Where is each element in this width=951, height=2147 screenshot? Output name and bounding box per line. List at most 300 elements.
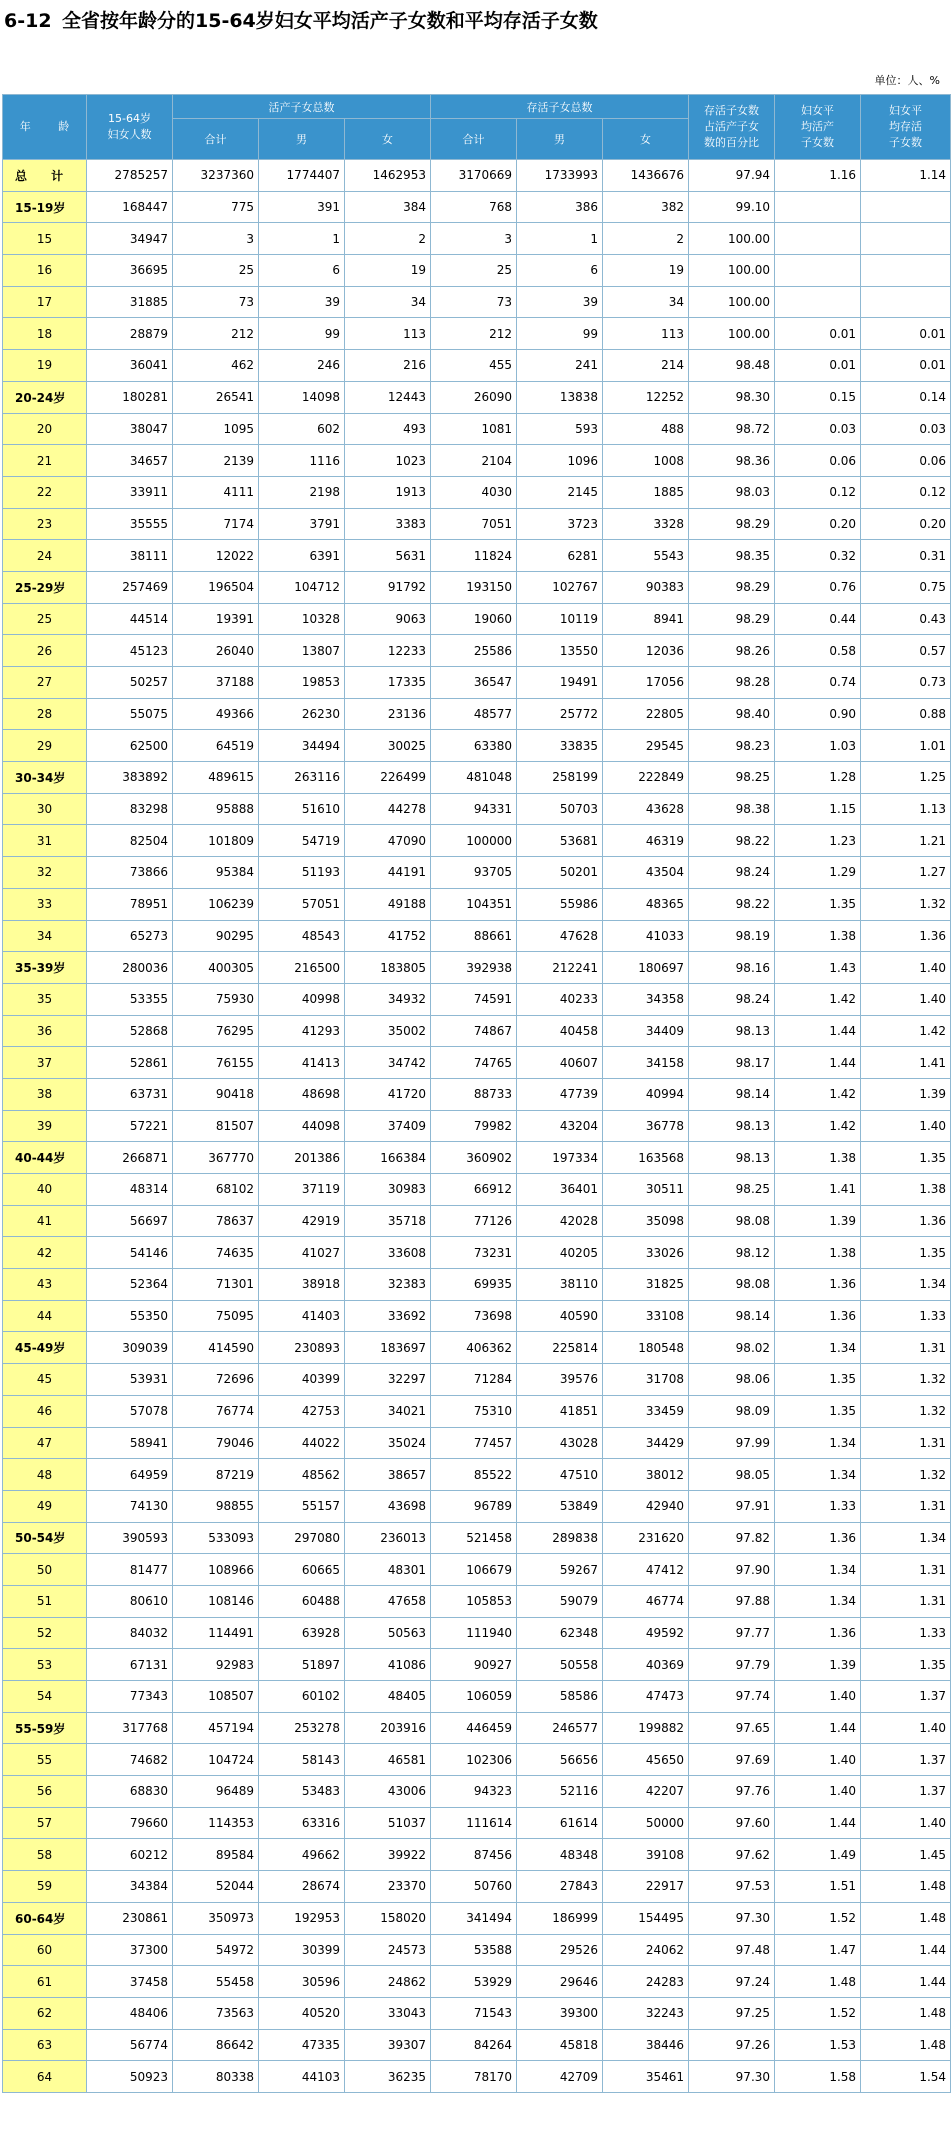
table-cell: 384	[345, 191, 431, 223]
age-label: 22	[3, 476, 87, 508]
table-cell: 34	[603, 286, 689, 318]
table-cell: 3237360	[173, 160, 259, 192]
table-row	[3, 1617, 951, 1649]
header-live-births: 活产子女总数	[173, 95, 431, 119]
table-cell: 1.31	[861, 1427, 951, 1459]
data-table	[2, 94, 951, 2093]
table-cell: 1.48	[861, 2029, 951, 2061]
table-cell: 38110	[517, 1269, 603, 1301]
table-cell: 593	[517, 413, 603, 445]
table-cell: 42940	[603, 1490, 689, 1522]
table-cell: 37300	[87, 1934, 173, 1966]
table-cell: 5631	[345, 540, 431, 572]
table-cell: 78637	[173, 1205, 259, 1237]
table-row	[3, 1585, 951, 1617]
table-cell: 1.42	[775, 1078, 861, 1110]
table-cell: 10328	[259, 603, 345, 635]
table-cell: 0.12	[775, 476, 861, 508]
header-women-count: 15-64岁 妇女人数	[87, 95, 173, 160]
table-cell: 99	[259, 318, 345, 350]
table-cell: 55157	[259, 1490, 345, 1522]
table-cell: 1.37	[861, 1744, 951, 1776]
table-cell: 214	[603, 350, 689, 382]
header-avg-surviving: 妇女平 均存活 子女数	[861, 95, 951, 160]
table-cell: 19853	[259, 667, 345, 699]
table-cell: 1.48	[861, 1997, 951, 2029]
table-cell: 1.40	[775, 1681, 861, 1713]
table-cell: 1.44	[775, 1712, 861, 1744]
table-cell: 0.03	[861, 413, 951, 445]
table-cell: 39	[517, 286, 603, 318]
table-cell: 73866	[87, 857, 173, 889]
table-cell: 33608	[345, 1237, 431, 1269]
table-cell: 73	[431, 286, 517, 318]
table-cell: 98.16	[689, 952, 775, 984]
table-row	[3, 1490, 951, 1522]
table-cell: 493	[345, 413, 431, 445]
table-cell: 488	[603, 413, 689, 445]
table-cell: 95888	[173, 793, 259, 825]
table-cell: 2139	[173, 445, 259, 477]
table-cell: 0.12	[861, 476, 951, 508]
table-cell: 481048	[431, 762, 517, 794]
table-cell: 41033	[603, 920, 689, 952]
age-label: 40-44岁	[3, 1142, 87, 1174]
table-cell: 1.23	[775, 825, 861, 857]
age-label: 19	[3, 350, 87, 382]
table-cell: 1.34	[861, 1522, 951, 1554]
table-cell: 45650	[603, 1744, 689, 1776]
table-cell: 1.35	[775, 1364, 861, 1396]
table-cell: 1.37	[861, 1776, 951, 1808]
table-cell: 97.74	[689, 1681, 775, 1713]
table-cell: 1.38	[775, 920, 861, 952]
table-row	[3, 540, 951, 572]
table-row	[3, 888, 951, 920]
age-label: 64	[3, 2061, 87, 2093]
table-cell: 0.01	[861, 350, 951, 382]
age-label: 60-64岁	[3, 1902, 87, 1934]
age-label: 58	[3, 1839, 87, 1871]
table-cell: 1.40	[861, 983, 951, 1015]
table-cell: 104712	[259, 571, 345, 603]
table-cell: 73563	[173, 1997, 259, 2029]
table-cell: 98.38	[689, 793, 775, 825]
table-cell: 98.24	[689, 857, 775, 889]
table-cell: 350973	[173, 1902, 259, 1934]
table-cell: 73698	[431, 1300, 517, 1332]
table-cell: 98.72	[689, 413, 775, 445]
age-label: 59	[3, 1871, 87, 1903]
table-cell: 48301	[345, 1554, 431, 1586]
table-cell: 43028	[517, 1427, 603, 1459]
header-births-female: 女	[345, 119, 431, 160]
table-cell: 98.09	[689, 1395, 775, 1427]
table-row	[3, 350, 951, 382]
table-cell: 106679	[431, 1554, 517, 1586]
table-cell: 4030	[431, 476, 517, 508]
table-cell: 12443	[345, 381, 431, 413]
table-cell: 1116	[259, 445, 345, 477]
table-group-row	[3, 1142, 951, 1174]
table-cell	[775, 255, 861, 287]
table-cell: 26541	[173, 381, 259, 413]
table-cell: 6391	[259, 540, 345, 572]
header-survival-percent: 存活子女数 占活产子女 数的百分比	[689, 95, 775, 160]
age-label: 44	[3, 1300, 87, 1332]
table-cell: 98.02	[689, 1332, 775, 1364]
table-cell: 48698	[259, 1078, 345, 1110]
table-cell: 390593	[87, 1522, 173, 1554]
table-cell: 41720	[345, 1078, 431, 1110]
table-cell: 94331	[431, 793, 517, 825]
table-cell: 97.30	[689, 2061, 775, 2093]
table-cell: 53849	[517, 1490, 603, 1522]
table-cell: 37188	[173, 667, 259, 699]
table-cell: 47335	[259, 2029, 345, 2061]
table-cell: 97.24	[689, 1966, 775, 1998]
table-row	[3, 1300, 951, 1332]
table-cell: 59267	[517, 1554, 603, 1586]
table-cell: 98.03	[689, 476, 775, 508]
table-cell: 1.38	[775, 1142, 861, 1174]
table-cell: 98.22	[689, 825, 775, 857]
table-cell: 41086	[345, 1649, 431, 1681]
table-cell: 33692	[345, 1300, 431, 1332]
table-cell: 289838	[517, 1522, 603, 1554]
table-cell: 98.06	[689, 1364, 775, 1396]
table-cell: 455	[431, 350, 517, 382]
table-row	[3, 1364, 951, 1396]
table-cell: 98.13	[689, 1110, 775, 1142]
header-surviving-total: 合计	[431, 119, 517, 160]
table-cell: 51897	[259, 1649, 345, 1681]
table-cell: 52861	[87, 1047, 173, 1079]
table-cell: 360902	[431, 1142, 517, 1174]
table-cell: 111940	[431, 1617, 517, 1649]
table-cell: 2	[345, 223, 431, 255]
table-cell: 97.90	[689, 1554, 775, 1586]
age-label: 56	[3, 1776, 87, 1808]
table-cell: 1.48	[861, 1871, 951, 1903]
table-cell: 382	[603, 191, 689, 223]
table-cell: 29646	[517, 1966, 603, 1998]
table-cell: 392938	[431, 952, 517, 984]
table-cell: 1436676	[603, 160, 689, 192]
table-cell: 35555	[87, 508, 173, 540]
table-cell: 1.36	[775, 1522, 861, 1554]
table-cell: 35718	[345, 1205, 431, 1237]
table-cell: 42207	[603, 1776, 689, 1808]
table-cell	[861, 255, 951, 287]
table-cell: 24062	[603, 1934, 689, 1966]
table-cell: 309039	[87, 1332, 173, 1364]
table-cell: 1.42	[775, 983, 861, 1015]
table-cell: 50257	[87, 667, 173, 699]
table-row	[3, 1205, 951, 1237]
table-row	[3, 1744, 951, 1776]
table-cell: 2104	[431, 445, 517, 477]
age-label: 28	[3, 698, 87, 730]
table-cell: 98.17	[689, 1047, 775, 1079]
table-cell: 97.82	[689, 1522, 775, 1554]
table-cell: 25586	[431, 635, 517, 667]
table-cell: 168447	[87, 191, 173, 223]
table-cell: 108146	[173, 1585, 259, 1617]
table-cell: 521458	[431, 1522, 517, 1554]
table-cell: 76295	[173, 1015, 259, 1047]
table-cell: 99.10	[689, 191, 775, 223]
table-cell: 1.44	[775, 1807, 861, 1839]
table-cell: 34158	[603, 1047, 689, 1079]
table-cell: 1.53	[775, 2029, 861, 2061]
table-row	[3, 413, 951, 445]
table-row	[3, 1997, 951, 2029]
table-row	[3, 318, 951, 350]
table-cell: 602	[259, 413, 345, 445]
table-cell: 1.40	[861, 1110, 951, 1142]
table-cell: 97.91	[689, 1490, 775, 1522]
table-cell: 24862	[345, 1966, 431, 1998]
age-label: 16	[3, 255, 87, 287]
table-row	[3, 1015, 951, 1047]
table-row	[3, 1966, 951, 1998]
table-cell: 74867	[431, 1015, 517, 1047]
table-cell: 40233	[517, 983, 603, 1015]
table-cell: 1.31	[861, 1554, 951, 1586]
table-cell: 98.28	[689, 667, 775, 699]
table-cell: 1.31	[861, 1332, 951, 1364]
table-cell: 35024	[345, 1427, 431, 1459]
table-cell: 34429	[603, 1427, 689, 1459]
age-label: 35	[3, 983, 87, 1015]
table-cell: 52868	[87, 1015, 173, 1047]
table-cell: 47090	[345, 825, 431, 857]
table-cell	[775, 191, 861, 223]
table-cell: 1095	[173, 413, 259, 445]
table-cell: 113	[345, 318, 431, 350]
table-cell: 9063	[345, 603, 431, 635]
table-cell: 53931	[87, 1364, 173, 1396]
header-surviving-male: 男	[517, 119, 603, 160]
table-cell: 0.44	[775, 603, 861, 635]
table-cell: 41413	[259, 1047, 345, 1079]
table-cell: 63380	[431, 730, 517, 762]
table-cell: 1.13	[861, 793, 951, 825]
table-cell: 27843	[517, 1871, 603, 1903]
table-group-row	[3, 160, 951, 192]
table-cell: 72696	[173, 1364, 259, 1396]
table-cell: 42919	[259, 1205, 345, 1237]
table-cell: 33043	[345, 1997, 431, 2029]
age-label: 25	[3, 603, 87, 635]
table-cell: 54719	[259, 825, 345, 857]
table-cell: 35098	[603, 1205, 689, 1237]
table-group-row	[3, 191, 951, 223]
table-cell: 1.39	[775, 1205, 861, 1237]
age-label: 43	[3, 1269, 87, 1301]
table-cell: 99	[517, 318, 603, 350]
age-label: 15	[3, 223, 87, 255]
table-cell: 1.33	[861, 1300, 951, 1332]
table-cell: 2	[603, 223, 689, 255]
table-cell: 1.36	[775, 1269, 861, 1301]
table-cell: 60212	[87, 1839, 173, 1871]
table-cell: 42753	[259, 1395, 345, 1427]
table-cell: 98.14	[689, 1078, 775, 1110]
table-cell	[775, 223, 861, 255]
table-cell: 1.42	[775, 1110, 861, 1142]
age-label: 60	[3, 1934, 87, 1966]
table-cell: 98.25	[689, 1174, 775, 1206]
table-cell: 57221	[87, 1110, 173, 1142]
table-cell: 46319	[603, 825, 689, 857]
table-cell: 52044	[173, 1871, 259, 1903]
table-cell: 1.34	[775, 1332, 861, 1364]
table-cell: 226499	[345, 762, 431, 794]
table-cell: 44191	[345, 857, 431, 889]
table-cell: 49592	[603, 1617, 689, 1649]
table-cell: 106059	[431, 1681, 517, 1713]
table-row	[3, 223, 951, 255]
table-cell: 80338	[173, 2061, 259, 2093]
table-cell: 45818	[517, 2029, 603, 2061]
age-label: 30-34岁	[3, 762, 87, 794]
table-row	[3, 857, 951, 889]
table-cell: 1.31	[861, 1585, 951, 1617]
table-cell: 2785257	[87, 160, 173, 192]
table-cell: 64519	[173, 730, 259, 762]
table-cell: 96789	[431, 1490, 517, 1522]
table-cell: 45123	[87, 635, 173, 667]
table-row	[3, 1269, 951, 1301]
table-cell: 13807	[259, 635, 345, 667]
table-cell: 1.38	[775, 1237, 861, 1269]
table-cell: 0.15	[775, 381, 861, 413]
table-cell: 14098	[259, 381, 345, 413]
age-label: 53	[3, 1649, 87, 1681]
table-cell: 98.30	[689, 381, 775, 413]
table-cell: 180281	[87, 381, 173, 413]
table-cell: 97.88	[689, 1585, 775, 1617]
table-row	[3, 1681, 951, 1713]
age-label: 57	[3, 1807, 87, 1839]
table-cell: 31825	[603, 1269, 689, 1301]
table-cell: 317768	[87, 1712, 173, 1744]
table-cell: 1.40	[861, 1807, 951, 1839]
age-label: 25-29岁	[3, 571, 87, 603]
table-cell: 386	[517, 191, 603, 223]
table-cell: 50558	[517, 1649, 603, 1681]
table-cell: 52116	[517, 1776, 603, 1808]
table-cell: 97.65	[689, 1712, 775, 1744]
table-cell: 47412	[603, 1554, 689, 1586]
table-row	[3, 1237, 951, 1269]
table-cell: 1.01	[861, 730, 951, 762]
table-cell: 212	[173, 318, 259, 350]
table-cell: 17335	[345, 667, 431, 699]
table-cell: 2145	[517, 476, 603, 508]
table-cell: 35002	[345, 1015, 431, 1047]
table-cell: 186999	[517, 1902, 603, 1934]
table-cell: 34947	[87, 223, 173, 255]
table-cell: 114491	[173, 1617, 259, 1649]
table-cell: 1.40	[861, 1712, 951, 1744]
table-cell: 3791	[259, 508, 345, 540]
table-cell: 1.33	[861, 1617, 951, 1649]
age-label: 20	[3, 413, 87, 445]
table-cell: 341494	[431, 1902, 517, 1934]
table-cell: 1.44	[775, 1015, 861, 1047]
table-cell: 1.34	[861, 1269, 951, 1301]
table-cell: 1.35	[861, 1649, 951, 1681]
age-label: 48	[3, 1459, 87, 1491]
table-cell: 97.77	[689, 1617, 775, 1649]
table-cell: 97.62	[689, 1839, 775, 1871]
table-cell: 36695	[87, 255, 173, 287]
age-label: 21	[3, 445, 87, 477]
table-cell: 98.36	[689, 445, 775, 477]
table-cell: 30596	[259, 1966, 345, 1998]
table-cell: 193150	[431, 571, 517, 603]
table-cell: 48365	[603, 888, 689, 920]
table-cell: 158020	[345, 1902, 431, 1934]
table-cell: 48405	[345, 1681, 431, 1713]
table-cell: 44098	[259, 1110, 345, 1142]
table-cell: 98.29	[689, 603, 775, 635]
table-row	[3, 1078, 951, 1110]
table-cell: 41293	[259, 1015, 345, 1047]
table-cell: 1.43	[775, 952, 861, 984]
table-cell: 33835	[517, 730, 603, 762]
table-cell: 113	[603, 318, 689, 350]
table-cell: 0.01	[861, 318, 951, 350]
table-cell: 34021	[345, 1395, 431, 1427]
table-cell: 183697	[345, 1332, 431, 1364]
table-row	[3, 1047, 951, 1079]
table-cell: 90927	[431, 1649, 517, 1681]
table-row	[3, 508, 951, 540]
age-label: 45-49岁	[3, 1332, 87, 1364]
table-row	[3, 730, 951, 762]
table-cell: 446459	[431, 1712, 517, 1744]
table-cell: 74130	[87, 1490, 173, 1522]
table-cell: 33911	[87, 476, 173, 508]
table-group-row	[3, 1902, 951, 1934]
table-cell: 10119	[517, 603, 603, 635]
table-cell: 1.03	[775, 730, 861, 762]
table-cell: 1.44	[775, 1047, 861, 1079]
table-cell: 76774	[173, 1395, 259, 1427]
table-cell: 12233	[345, 635, 431, 667]
table-cell: 38047	[87, 413, 173, 445]
table-cell: 1.32	[861, 1459, 951, 1491]
table-cell: 97.25	[689, 1997, 775, 2029]
table-row	[3, 698, 951, 730]
table-group-row	[3, 1522, 951, 1554]
header-avg-live-births: 妇女平 均活产 子女数	[775, 95, 861, 160]
table-cell: 53355	[87, 983, 173, 1015]
age-label: 36	[3, 1015, 87, 1047]
table-cell: 32243	[603, 1997, 689, 2029]
age-label: 39	[3, 1110, 87, 1142]
table-cell: 216500	[259, 952, 345, 984]
table-cell: 73	[173, 286, 259, 318]
table-cell: 48577	[431, 698, 517, 730]
age-label: 18	[3, 318, 87, 350]
table-cell: 82504	[87, 825, 173, 857]
age-label: 24	[3, 540, 87, 572]
